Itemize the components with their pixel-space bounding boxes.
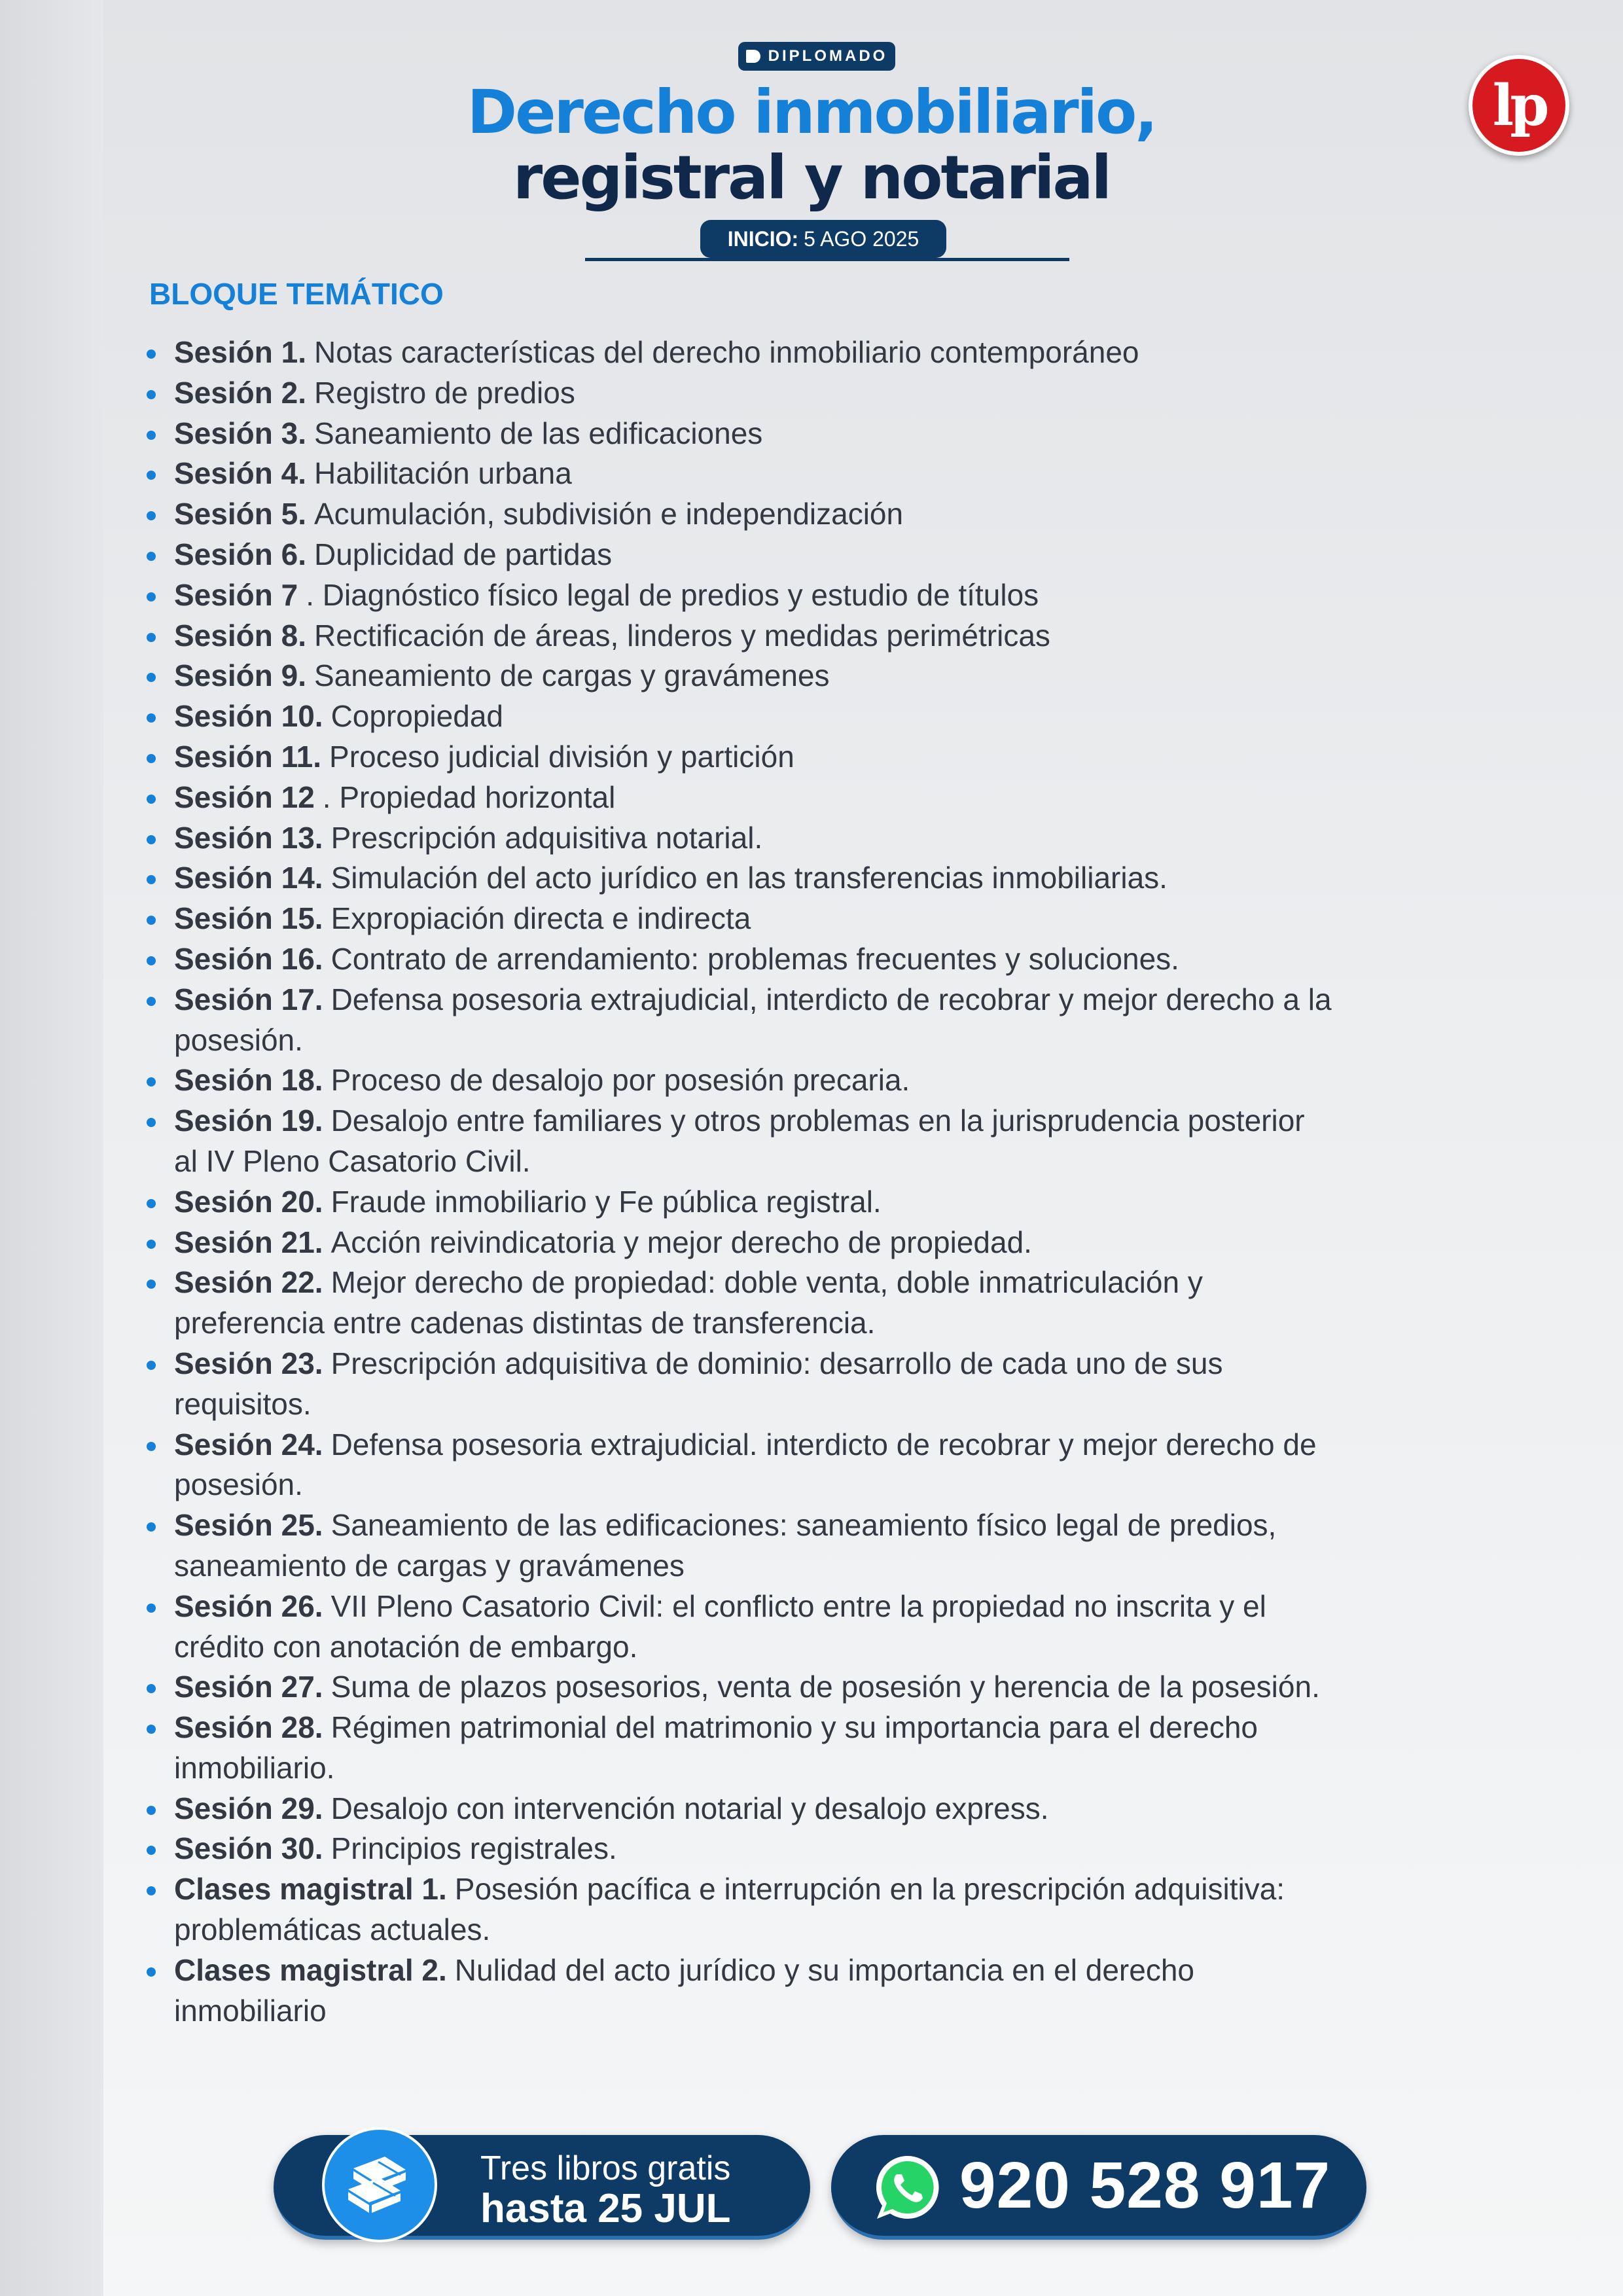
session-item xyxy=(147,1950,1541,2032)
session-item xyxy=(147,1425,1541,1506)
session-text: . Diagnóstico físico legal de predios y estudio de títulos xyxy=(306,577,1039,612)
session-item xyxy=(147,1829,1541,1869)
session-item xyxy=(147,1587,1541,1668)
session-label: Sesión 30. xyxy=(174,1831,323,1866)
start-date-pill xyxy=(700,220,946,258)
start-date: 5 AGO 2025 xyxy=(804,226,919,251)
session-text: . Propiedad horizontal xyxy=(322,780,616,814)
session-text: Fraude inmobiliario y Fe pública registral. xyxy=(330,1184,882,1219)
session-item xyxy=(147,1667,1541,1708)
session-text: Registro de predios xyxy=(313,375,575,410)
session-label: Sesión 21. xyxy=(174,1225,323,1259)
session-label: Sesión 4. xyxy=(174,456,306,491)
session-label: Sesión 16. xyxy=(174,941,323,976)
free-books-banner[interactable] xyxy=(274,2135,810,2240)
lp-logo: lp xyxy=(1469,55,1569,156)
session-label: Sesión 2. xyxy=(174,375,306,410)
session-text: Acumulación, subdivisión e independización xyxy=(313,497,904,531)
session-list xyxy=(147,332,1541,2031)
free-books-text xyxy=(480,2148,731,2229)
session-item xyxy=(147,1869,1541,1950)
session-label: Sesión 5. xyxy=(174,497,306,531)
session-item xyxy=(147,1505,1541,1587)
title-line-1: Derecho inmobiliario, xyxy=(467,77,1156,147)
session-label: Sesión 26. xyxy=(174,1588,323,1623)
session-item xyxy=(147,1344,1541,1425)
session-text: Notas características del derecho inmobiliario contemporáneo xyxy=(313,335,1139,369)
free-books-line-2: hasta 25 JUL xyxy=(480,2186,731,2231)
session-text: VII Pleno Casatorio Civil: el conflicto entre la propiedad no inscrita y el xyxy=(330,1588,1266,1623)
session-item xyxy=(147,373,1541,414)
session-item xyxy=(147,1263,1541,1344)
session-item xyxy=(147,414,1541,454)
session-item xyxy=(147,656,1541,696)
session-text: Desalojo con intervención notarial y desalojo express. xyxy=(330,1791,1049,1825)
session-item xyxy=(147,1708,1541,1789)
left-side-band xyxy=(0,0,103,2296)
session-label: Sesión 1. xyxy=(174,335,306,369)
session-label: Sesión 27. xyxy=(174,1670,323,1704)
program-type-badge xyxy=(738,42,895,71)
session-item xyxy=(147,696,1541,737)
session-text: Nulidad del acto jurídico y su importancia en el derecho xyxy=(454,1952,1194,1987)
books-icon xyxy=(322,2127,437,2242)
session-label: Sesión 29. xyxy=(174,1791,323,1825)
session-label: Sesión 8. xyxy=(174,618,306,653)
session-item xyxy=(147,899,1541,939)
session-item xyxy=(147,778,1541,818)
session-text: Defensa posesoria extrajudicial, interdicto de recobrar y mejor derecho a la xyxy=(330,982,1332,1016)
badge-icon xyxy=(746,50,760,63)
session-text-continued: posesión. xyxy=(174,1467,303,1502)
session-text: Proceso judicial división y partición xyxy=(329,739,794,774)
session-text: Acción reivindicatoria y mejor derecho de propiedad. xyxy=(330,1225,1032,1259)
session-item xyxy=(147,737,1541,778)
session-label: Sesión 7 xyxy=(174,577,298,612)
page-title xyxy=(0,77,1623,213)
whatsapp-icon xyxy=(870,2151,944,2224)
session-text-continued: inmobiliario xyxy=(174,1993,327,2028)
session-label: Clases magistral 1. xyxy=(174,1872,447,1907)
session-text-continued: saneamiento de cargas y gravámenes xyxy=(174,1548,685,1583)
session-label: Sesión 9. xyxy=(174,658,306,693)
session-label: Sesión 6. xyxy=(174,537,306,571)
session-label: Sesión 10. xyxy=(174,699,323,734)
session-item xyxy=(147,1789,1541,1829)
session-text-continued: al IV Pleno Casatorio Civil. xyxy=(174,1143,531,1178)
session-item xyxy=(147,1182,1541,1223)
session-item xyxy=(147,1223,1541,1263)
session-text-continued: posesión. xyxy=(174,1022,303,1057)
session-item xyxy=(147,939,1541,980)
phone-number: 920 528 917 xyxy=(959,2149,1331,2222)
session-label: Sesión 20. xyxy=(174,1184,323,1219)
session-text-continued: preferencia entre cadenas distintas de transferencia. xyxy=(174,1306,876,1340)
start-date-underline xyxy=(585,258,1069,261)
session-label: Sesión 25. xyxy=(174,1508,323,1543)
session-text: Saneamiento de las edificaciones xyxy=(313,416,763,450)
session-text: Duplicidad de partidas xyxy=(313,537,613,571)
session-text: Contrato de arrendamiento: problemas frecuentes y soluciones. xyxy=(330,941,1179,976)
title-line-2: registral y notarial xyxy=(512,143,1111,213)
session-text: Proceso de desalojo por posesión precaria. xyxy=(330,1063,910,1098)
session-text: Principios registrales. xyxy=(330,1831,617,1866)
session-item xyxy=(147,575,1541,616)
section-title: BLOQUE TEMÁTICO xyxy=(149,277,444,311)
session-text-continued: requisitos. xyxy=(174,1386,312,1421)
session-item xyxy=(147,616,1541,656)
session-text: Rectificación de áreas, linderos y medidas perimétricas xyxy=(313,618,1050,653)
session-item xyxy=(147,454,1541,494)
session-label: Sesión 19. xyxy=(174,1103,323,1138)
session-item xyxy=(147,1101,1541,1182)
session-text: Expropiación directa e indirecta xyxy=(330,901,751,936)
session-label: Sesión 15. xyxy=(174,901,323,936)
session-text: Posesión pacífica e interrupción en la prescripción adquisitiva: xyxy=(454,1872,1285,1907)
session-item xyxy=(147,858,1541,899)
session-label: Sesión 12 xyxy=(174,780,315,814)
session-item xyxy=(147,818,1541,859)
session-label: Sesión 14. xyxy=(174,861,323,895)
session-label: Sesión 17. xyxy=(174,982,323,1016)
session-text-continued: crédito con anotación de embargo. xyxy=(174,1629,638,1664)
badge-label: DIPLOMADO xyxy=(768,47,888,65)
session-item xyxy=(147,535,1541,575)
session-item xyxy=(147,980,1541,1061)
session-item xyxy=(147,494,1541,535)
session-item xyxy=(147,332,1541,373)
session-text: Régimen patrimonial del matrimonio y su importancia para el derecho xyxy=(330,1710,1258,1745)
session-label: Sesión 22. xyxy=(174,1265,323,1300)
session-text: Defensa posesoria extrajudicial. interdicto de recobrar y mejor derecho de xyxy=(330,1427,1317,1462)
session-label: Sesión 28. xyxy=(174,1710,323,1745)
session-item xyxy=(147,1060,1541,1101)
session-text: Suma de plazos posesorios, venta de posesión y herencia de la posesión. xyxy=(330,1670,1320,1704)
session-text: Prescripción adquisitiva de dominio: desarrollo de cada uno de sus xyxy=(330,1346,1223,1380)
whatsapp-contact-button[interactable] xyxy=(831,2135,1366,2240)
session-text: Saneamiento de cargas y gravámenes xyxy=(313,658,830,693)
session-text: Prescripción adquisitiva notarial. xyxy=(330,820,763,855)
session-label: Sesión 3. xyxy=(174,416,306,450)
session-label: Sesión 11. xyxy=(174,739,322,774)
session-text: Simulación del acto jurídico en las transferencias inmobiliarias. xyxy=(330,861,1168,895)
session-text-continued: problemáticas actuales. xyxy=(174,1912,491,1947)
session-text: Desalojo entre familiares y otros problemas en la jurisprudencia posterior xyxy=(330,1103,1305,1138)
session-text: Mejor derecho de propiedad: doble venta, doble inmatriculación y xyxy=(330,1265,1203,1300)
session-text: Habilitación urbana xyxy=(313,456,572,491)
session-label: Sesión 23. xyxy=(174,1346,323,1380)
free-books-line-1: Tres libros gratis xyxy=(480,2149,731,2187)
session-label: Sesión 13. xyxy=(174,820,323,855)
start-label: INICIO: xyxy=(727,226,799,251)
session-text-continued: inmobiliario. xyxy=(174,1750,335,1785)
session-label: Sesión 24. xyxy=(174,1427,323,1462)
session-label: Sesión 18. xyxy=(174,1063,323,1098)
session-text: Copropiedad xyxy=(330,699,503,734)
session-text: Saneamiento de las edificaciones: saneamiento físico legal de predios, xyxy=(330,1508,1277,1543)
session-label: Clases magistral 2. xyxy=(174,1952,447,1987)
